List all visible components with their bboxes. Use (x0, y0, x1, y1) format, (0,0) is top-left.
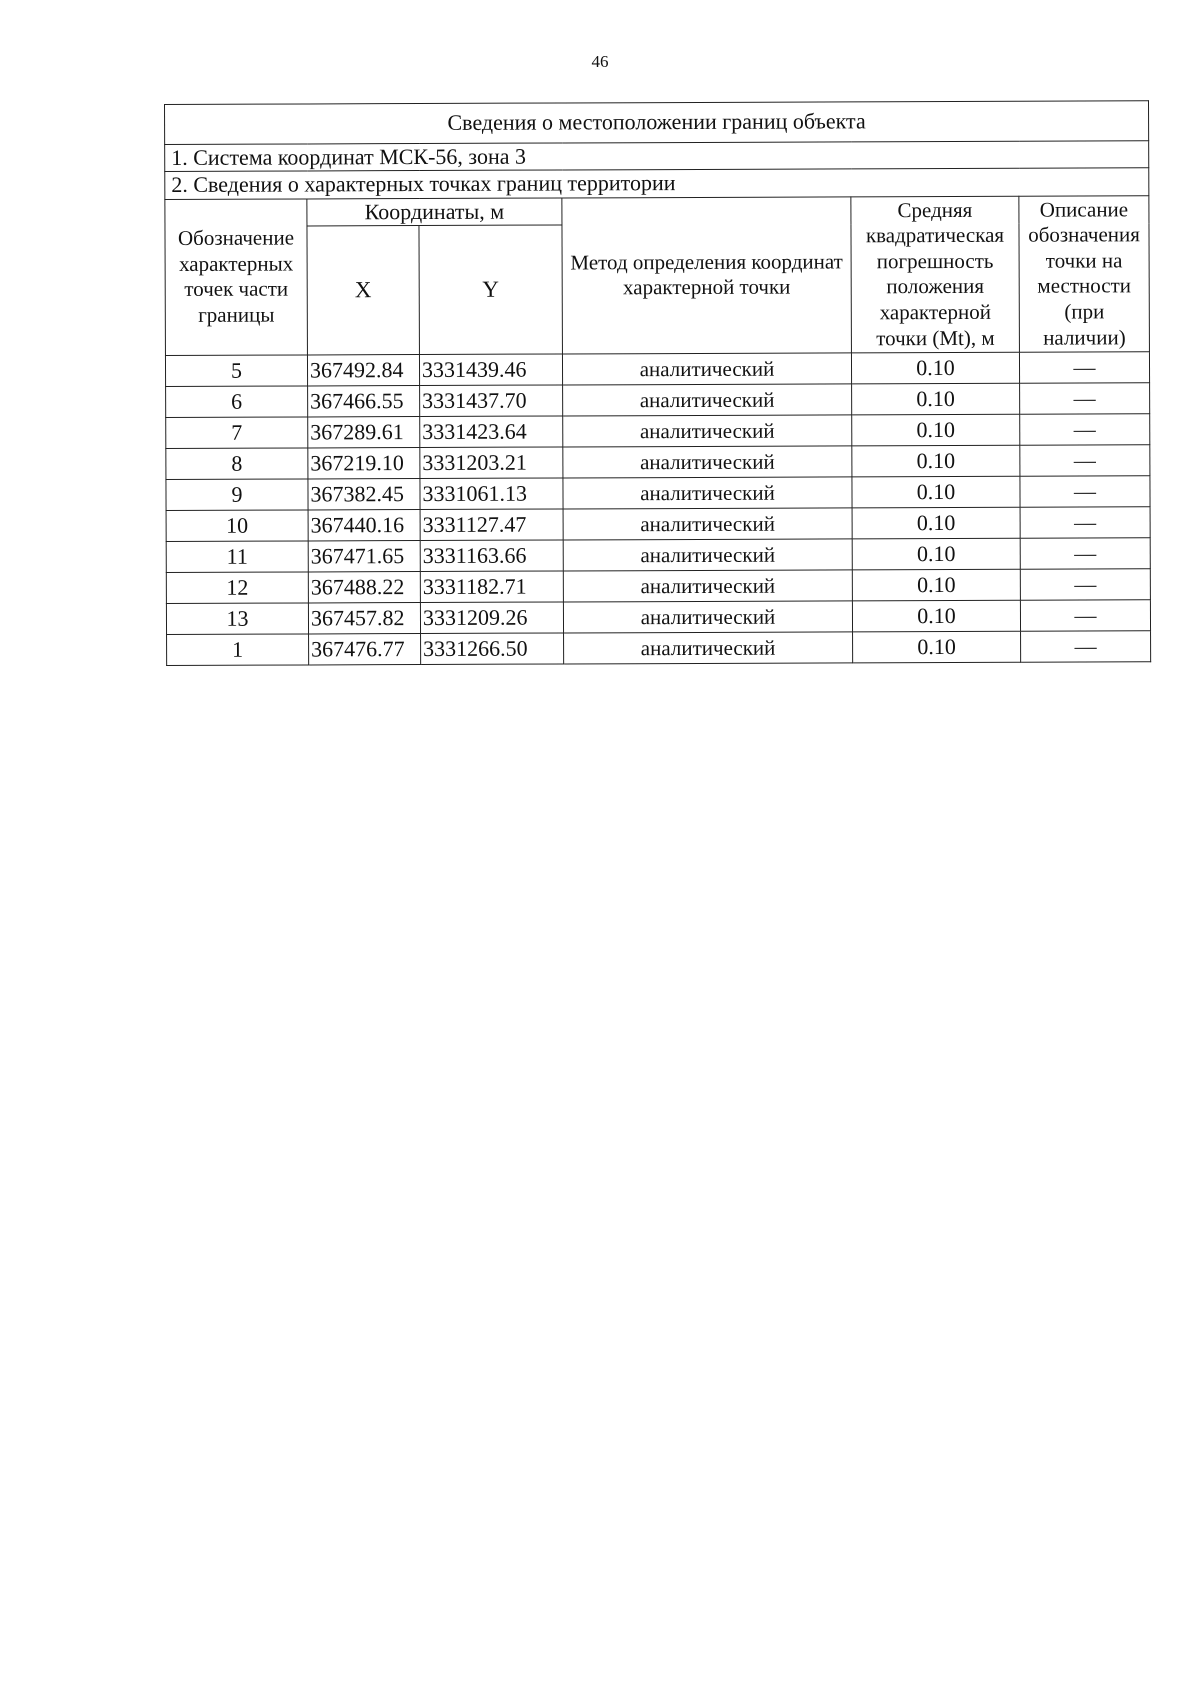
cell-x: 367457.82 (308, 603, 420, 634)
cell-error: 0.10 (851, 352, 1019, 384)
cell-description: — (1020, 476, 1150, 507)
points-section-row: 2. Сведения о характерных точках границ территории (165, 168, 1149, 199)
table-row (167, 631, 1151, 666)
cell-error: 0.10 (852, 507, 1020, 539)
cell-x: 367466.55 (308, 386, 420, 417)
cell-error: 0.10 (852, 569, 1020, 601)
cell-y: 3331439.46 (419, 354, 562, 386)
header-method: Метод определения координат характерной точки (562, 197, 852, 354)
table-row (166, 507, 1150, 542)
cell-y: 3331266.50 (421, 633, 564, 665)
cell-x: 367476.77 (309, 634, 421, 665)
cell-y: 3331061.13 (420, 478, 563, 510)
cell-error: 0.10 (852, 600, 1020, 632)
cell-error: 0.10 (852, 538, 1020, 570)
cell-point: 6 (166, 386, 308, 418)
cell-method: аналитический (563, 477, 852, 509)
cell-method: аналитический (564, 632, 853, 664)
cell-x: 367488.22 (308, 572, 420, 603)
table-row (166, 600, 1150, 635)
cell-point: 11 (166, 541, 308, 573)
cell-method: аналитический (563, 384, 852, 416)
cell-description: — (1020, 600, 1150, 631)
cell-description: — (1020, 445, 1150, 476)
cell-point: 8 (166, 448, 308, 480)
table-row (166, 445, 1150, 480)
table-row (166, 569, 1150, 604)
header-coordinates: Координаты, м (307, 198, 562, 226)
cell-x: 367492.84 (307, 355, 419, 386)
cell-method: аналитический (563, 601, 852, 633)
cell-method: аналитический (563, 508, 852, 540)
cell-error: 0.10 (852, 414, 1020, 446)
header-y: Y (419, 225, 562, 355)
table-row (166, 414, 1150, 449)
table-row (166, 383, 1150, 418)
cell-y: 3331203.21 (420, 447, 563, 479)
header-point-designation: Обозначение характерных точек части границы (165, 199, 308, 356)
cell-y: 3331127.47 (420, 509, 563, 541)
cell-point: 9 (166, 479, 308, 511)
cell-description: — (1019, 352, 1149, 383)
cell-point: 12 (166, 572, 308, 604)
cell-x: 367440.16 (308, 510, 420, 541)
header-mean-square-error: Средняя квадратическая погрешность положения характерной точки (Mt), м (851, 196, 1020, 353)
cell-description: — (1020, 538, 1150, 569)
cell-description: — (1021, 631, 1151, 662)
cell-method: аналитический (563, 570, 852, 602)
cell-x: 367382.45 (308, 479, 420, 510)
cell-y: 3331163.66 (420, 540, 563, 572)
cell-description: — (1020, 569, 1150, 600)
cell-point: 7 (166, 417, 308, 449)
cell-y: 3331182.71 (420, 571, 563, 603)
cell-error: 0.10 (852, 383, 1020, 415)
cell-point: 5 (165, 355, 307, 387)
boundary-coordinates-table (164, 100, 1151, 666)
page-number: 46 (591, 52, 609, 71)
cell-error: 0.10 (853, 631, 1021, 663)
table-row (165, 352, 1149, 387)
cell-y: 3331437.70 (420, 385, 563, 417)
cell-y: 3331423.64 (420, 416, 563, 448)
cell-method: аналитический (563, 446, 852, 478)
coordinate-system-row: 1. Система координат МСК-56, зона 3 (165, 141, 1149, 172)
cell-method: аналитический (562, 353, 851, 385)
cell-description: — (1020, 414, 1150, 445)
cell-error: 0.10 (852, 445, 1020, 477)
table-row (166, 476, 1150, 511)
cell-point: 1 (167, 634, 309, 666)
cell-x: 367471.65 (308, 541, 420, 572)
header-x: X (307, 226, 419, 355)
cell-x: 367289.61 (308, 417, 420, 448)
cell-x: 367219.10 (308, 448, 420, 479)
table-title: Сведения о местоположении границ объекта (165, 101, 1149, 145)
cell-method: аналитический (563, 539, 852, 571)
cell-description: — (1020, 507, 1150, 538)
cell-error: 0.10 (852, 476, 1020, 508)
table-body (165, 352, 1150, 666)
table-row (166, 538, 1150, 573)
cell-point: 10 (166, 510, 308, 542)
cell-method: аналитический (563, 415, 852, 447)
cell-description: — (1020, 383, 1150, 414)
cell-point: 13 (166, 603, 308, 635)
header-point-description: Описание обозначения точки на местности (при наличии) (1019, 196, 1150, 353)
cell-y: 3331209.26 (420, 602, 563, 634)
